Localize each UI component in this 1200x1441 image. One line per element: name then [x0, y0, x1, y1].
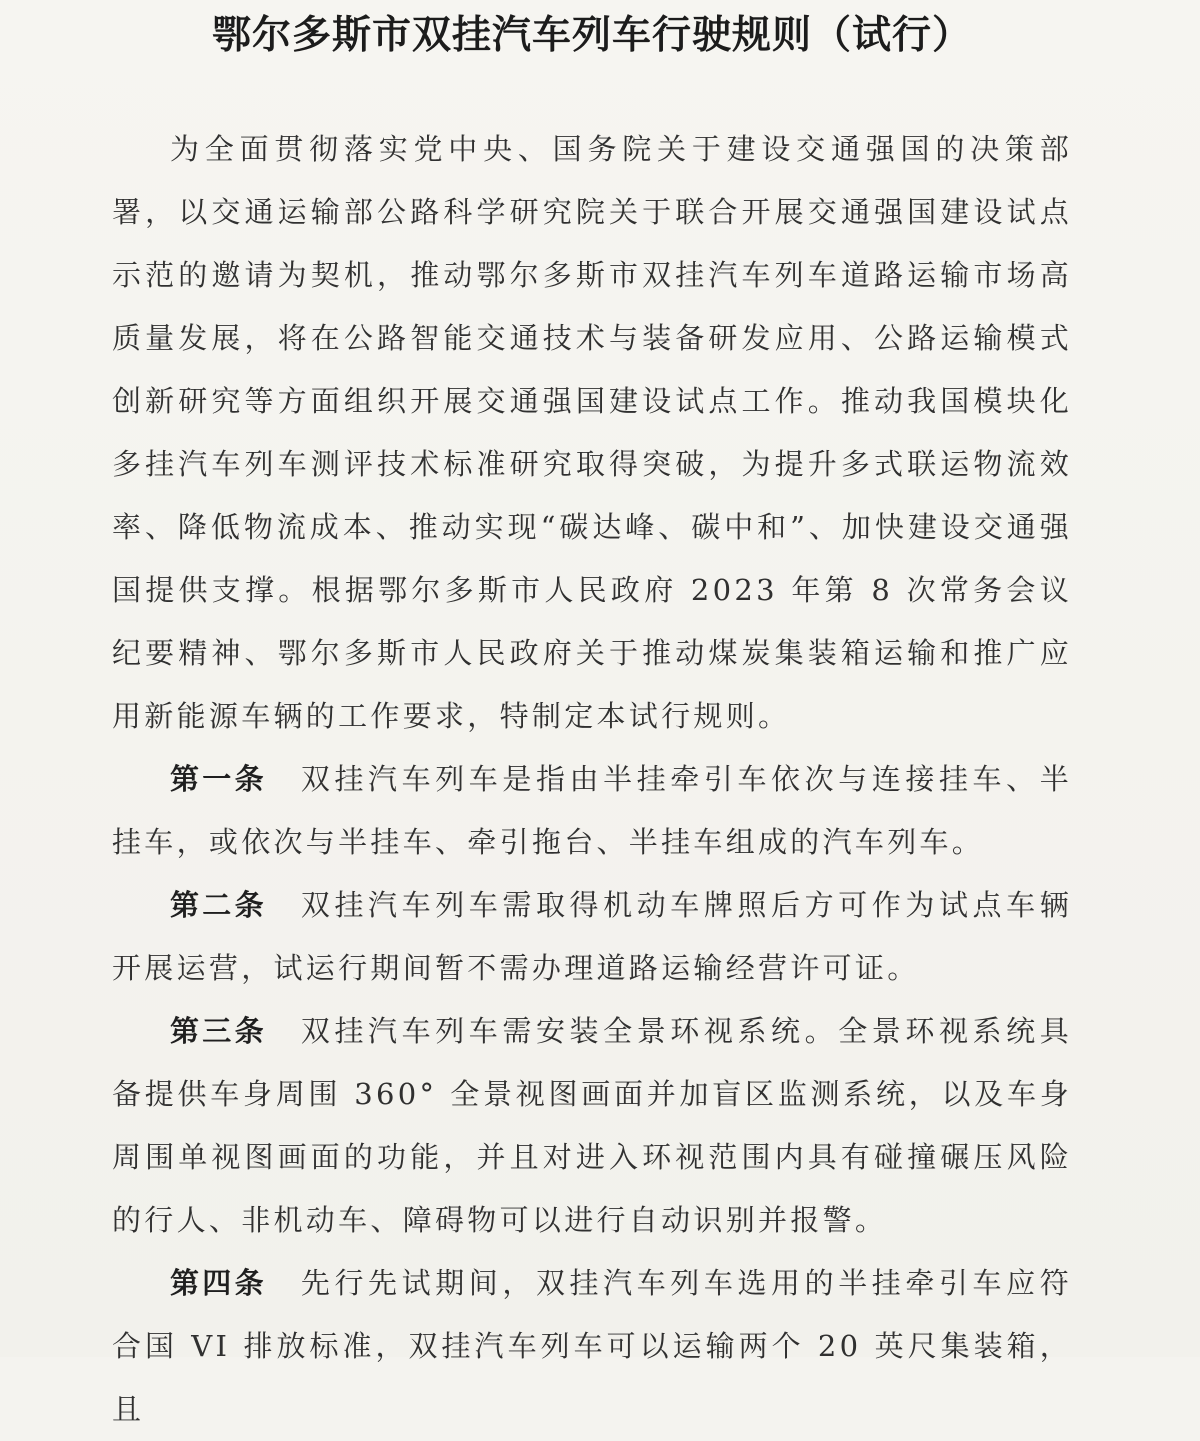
article-3	[112, 1000, 1072, 1252]
article-2-number: 第二条	[170, 888, 267, 922]
preamble-paragraph: 为全面贯彻落实党中央、国务院关于建设交通强国的决策部署，以交通运输部公路科学研究院关于联合开展交通强国建设试点示范的邀请为契机，推动鄂尔多斯市双挂汽车列车道路运输市场高质量发展，将在公路智能交通技术与装备研发应用、公路运输模式创新研究等方面组织开展交通强国建设试点工作。推动我国模块化多挂汽车列车测评技术标准研究取得突破，为提升多式联运物流效率、降低物流成本、推动实现“碳达峰、碳中和”、加快建设交通强国提供支撑。根据鄂尔多斯市人民政府 2023 年第 8 次常务会议纪要精神、鄂尔多斯市人民政府关于推动煤炭集装箱运输和推广应用新能源车辆的工作要求，特制定本试行规则。	[112, 132, 1072, 733]
article-3-number: 第三条	[170, 1014, 267, 1048]
article-2-text: 双挂汽车列车需取得机动车牌照后方可作为试点车辆开展运营，试运行期间暂不需办理道路运输经营许可证。	[112, 888, 1072, 985]
article-1	[112, 748, 1072, 874]
article-4-number: 第四条	[170, 1266, 267, 1300]
article-2	[112, 874, 1072, 1000]
article-4	[112, 1252, 1072, 1441]
article-1-text: 双挂汽车列车是指由半挂牵引车依次与连接挂车、半挂车，或依次与半挂车、牵引拖台、半挂车组成的汽车列车。	[112, 762, 1072, 859]
article-1-number: 第一条	[170, 762, 267, 796]
article-4-text: 先行先试期间，双挂汽车列车选用的半挂牵引车应符合国 VI 排放标准，双挂汽车列车可以运输两个 20 英尺集装箱，且	[112, 1266, 1072, 1426]
document-title: 鄂尔多斯市双挂汽车列车行驶规则（试行）	[211, 13, 972, 58]
document-body	[112, 118, 1072, 1441]
article-3-text: 双挂汽车列车需安装全景环视系统。全景环视系统具备提供车身周围 360° 全景视图画面并加盲区监测系统，以及车身周围单视图画面的功能，并且对进入环视范围内具有碰撞碾压风险的行人、非机动车、障碍物可以进行自动识别并报警。	[112, 1014, 1072, 1237]
